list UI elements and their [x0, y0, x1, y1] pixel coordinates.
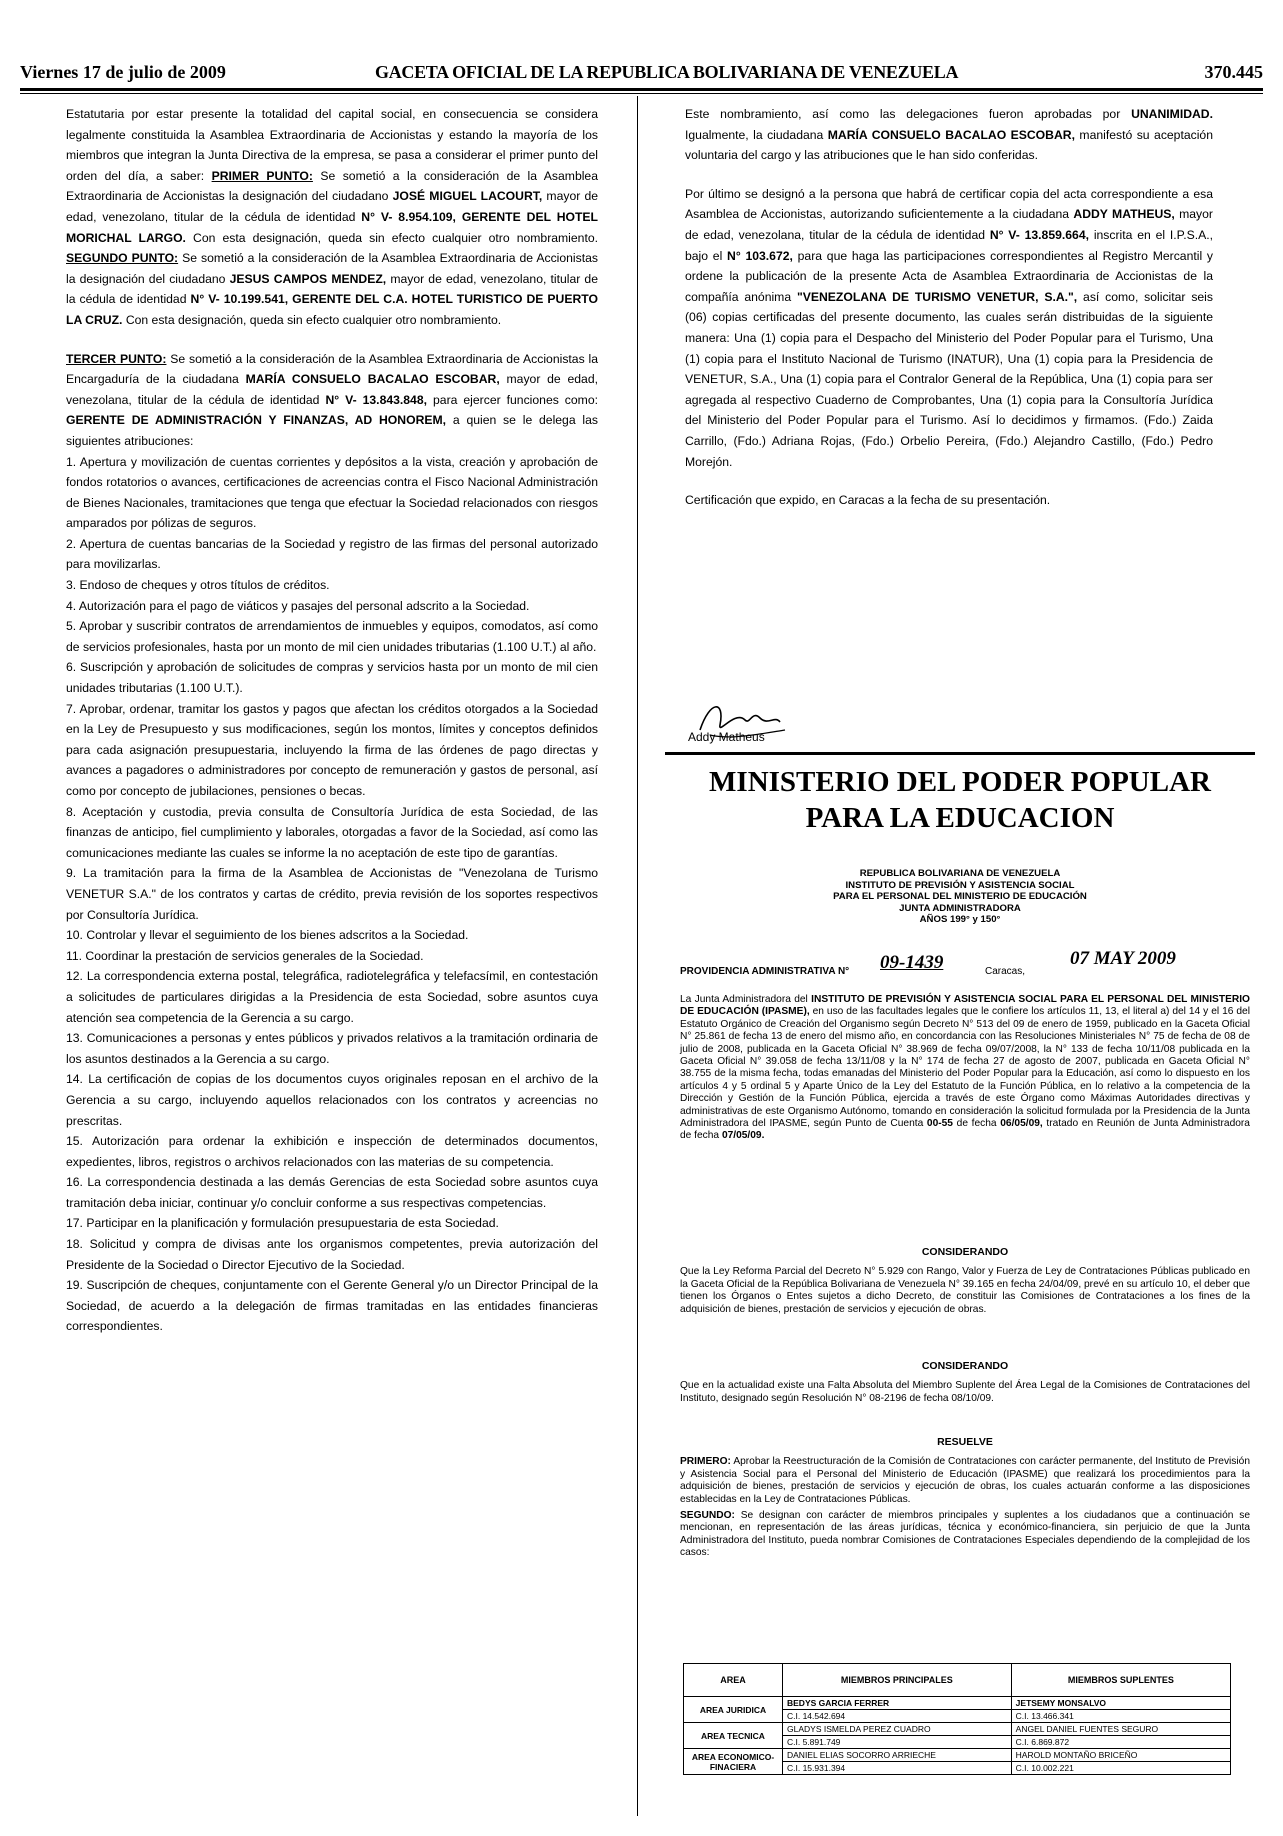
considerando-heading: CONSIDERANDO: [921, 1360, 1009, 1372]
list-item: 12. La correspondencia externa postal, telegráfica, radiotelegráfica y telefacsímil, en contestación a solicitudes de particulares dirigidas a la Presidencia de esta Sociedad, sobre asuntos cuya atención sea competencia de la Gerencia a su cargo.: [66, 969, 598, 1025]
list-item: 14. La certificación de copias de los documentos cuyos originales reposan en el archivo de la Gerencia a su cargo, incluyendo aquellos relacionados con los contratos y acreencias no prescritas.: [66, 1072, 598, 1128]
resuelve-section: RESUELVE PRIMERO: Aprobar la Reestructuración de la Comisión de Contrataciones con carácter permanente, del Instituto de Previsión y Asistencia Social para el Personal del Ministerio de Educación (IPASME) que realizará los procedimientos para la adquisición de bienes, prestación de servicios y ejecución de obras, los cuales actuarán conforme a las disposiciones establecidas en la Ley de Contrataciones Públicas. SEGUNDO: Se designan con carácter de miembros principales y suplentes a los ciudadanos que a continuación se mencionan, en representación de las áreas jurídicas, técnica y económico-financiera, sin perjuicio de que la Junta Administradora del Instituto, pueda nombrar Comisiones de Contrataciones Especiales dependiendo de la complejidad de los casos:: [680, 1436, 1250, 1559]
intro-paragraph: Estatutaria por estar presente la totalidad del capital social, en consecuencia se considera legalmente constituida la Asamblea Extraordinaria de Accionistas y estando la mayoría de los miembros que integran la Junta Directiva de la empresa, se pasa a considerar el primer punto del orden del día, a saber: PRIMER PUNTO: Se sometió a la consideración de la Asamblea Extraordinaria de Accionistas la designación del ciudadano JOSÉ MIGUEL LACOURT, mayor de edad, venezolano, titular de la cédula de identidad N° V- 8.954.109, GERENTE DEL HOTEL MORICHAL LARGO. Con esta designación, queda sin efecto cualquier otro nombramiento. SEGUNDO PUNTO: Se sometió a la consideración de la Asamblea Extraordinaria de Accionistas la designación del ciudadano JESUS CAMPOS MENDEZ, mayor de edad, venezolano, titular de la cédula de identidad N° V- 10.199.541, GERENTE DEL C.A. HOTEL TURISTICO DE PUERTO LA CRUZ. Con esta designación, queda sin efecto cualquier otro nombramiento.: [66, 107, 599, 327]
certification-statement: Certificación que expido, en Caracas a la fecha de su presentación.: [685, 493, 1051, 508]
list-item: 18. Solicitud y compra de divisas ante los organismos competentes, previa autorización del Presidente de la Sociedad o Director Ejecutivo de la Sociedad.: [66, 1237, 598, 1272]
primer-punto-label: PRIMER PUNTO:: [211, 168, 313, 183]
page-number: 370.445: [1204, 62, 1263, 82]
right-column-acta: [685, 104, 1213, 511]
list-item: 3. Endoso de cheques y otros títulos de créditos.: [66, 578, 330, 593]
segundo-label: SEGUNDO:: [680, 1510, 735, 1522]
providencia-date: 07 MAY 2009: [1070, 948, 1176, 969]
considerando-heading: CONSIDERANDO: [921, 1246, 1009, 1258]
table-row: C.I. 14.542.694 C.I. 13.466.341: [684, 1710, 1231, 1723]
list-item: 6. Suscripción y aprobación de solicitudes de compras y servicios hasta por un monto de mil cien unidades tributarias (1.100 U.T.).: [66, 660, 598, 696]
table-row: C.I. 15.931.394 C.I. 10.002.221: [684, 1762, 1231, 1775]
providencia-number: 09-1439: [880, 952, 944, 973]
section-rule: [665, 752, 1255, 755]
list-item: 5. Aprobar y suscribir contratos de arrendamientos de inmuebles y equipos, comodatos, así como de servicios profesionales, hasta por un monto de mil cien unidades tributarias (1.100 U.T.) al año.: [66, 619, 598, 654]
primero-label: PRIMERO:: [680, 1456, 731, 1468]
list-item: 2. Apertura de cuentas bancarias de la Sociedad y registro de las firmas del personal autorizado para movilizarlas.: [66, 536, 598, 572]
resolution-preamble: La Junta Administradora del INSTITUTO DE PREVISIÓN Y ASISTENCIA SOCIAL PARA EL PERSONAL DEL MINISTERIO DE EDUCACIÓN (IPASME), en uso de las facultades legales que le confiere los artículos 11, 13, el literal a) del 14 y el 16 del Estatuto Orgánico de Creación del Organismo según Decreto N° 513 del 09 de enero de 1959, publicado en la Gaceta Oficial N° 25.861 de fecha 13 de enero del mismo año, en concordancia con las Resoluciones Ministeriales N° 75 de fecha de 08 de julio de 2008, publicada en la Gaceta Oficial N° 38.969 de fecha 09/07/2008, la N° 133 de fecha 10/11/08 publicada en la Gaceta Oficial N° 39.058 de fecha 13/11/08 y la N° 174 de fecha 27 de agosto de 2007, publicada en Gaceta Oficial N° 38.755 de la misma fecha, todas emanadas del Ministerio del Poder Popular para la Educación, así como lo dispuesto en los artículos 4 y 5 ordinal 5 y Aparte Único de la Ley del Estatuto de la Función Pública, en lo relativo a la competencia de la Dirección y Gestión de la Función Pública, ejercida a través de este Órgano como Máximas Autoridades directivas y administrativas de este Organismo Autónomo, tomando en consideración la solicitud formulada por la Presidencia de la Junta Administradora del IPASME, según Punto de Cuenta 00-55 de fecha 06/05/09, tratado en Reunión de Junta Administradora de fecha 07/05/09.: [680, 994, 1250, 1142]
tercer-punto-paragraph: TERCER PUNTO: Se sometió a la consideración de la Asamblea Extraordinaria de Accionistas la Encargaduría de la ciudadana MARÍA CONSUELO BACALAO ESCOBAR, mayor de edad, venezolana, titular de la cédula de identidad N° V- 13.843.848, para ejercer funciones como: GERENTE DE ADMINISTRACIÓN Y FINANZAS, AD HONOREM, a quien se le delega las siguientes atribuciones:: [66, 351, 598, 448]
header-rule: [20, 88, 1263, 94]
resuelve-heading: RESUELVE: [937, 1436, 993, 1448]
issue-date: Viernes 17 de julio de 2009: [20, 62, 226, 82]
list-item: 1. Apertura y movilización de cuentas corrientes y depósitos a la vista, creación y aprobación de fondos rotatorios o avances, certificaciones de acreencias contra el Fisco Nacional Administración de Bienes Nacionales, tramitaciones que tenga que efectuar la Sociedad relacionados con riesgos amparados por pólizas de seguros.: [66, 454, 598, 531]
ministry-title: MINISTERIO DEL PODER POPULAR PARA LA EDUCACION: [709, 766, 1211, 834]
list-item: 11. Coordinar la prestación de servicios generales de la Sociedad.: [66, 948, 424, 963]
left-column: [66, 104, 598, 1337]
certification-paragraph: Por último se designó a la persona que habrá de certificar copia del acta correspondiente a esa Asamblea de Accionistas, autorizando suficientemente a la ciudadana ADDY MATHEUS, mayor de edad, venezolana, titular de la cédula de identidad N° V- 13.859.664, inscrita en el I.P.S.A., bajo el N° 103.672, para que haga las participaciones correspondientes al Registro Mercantil y ordene la publicación de la presente Acta de Asamblea Extraordinaria de Accionistas de la compañía anónima "VENEZOLANA DE TURISMO VENETUR, S.A.", así como, solicitar seis (06) copias certificadas del presente documento, las cuales serán distribuidas de la siguiente manera: Una (1) copia para el Despacho del Ministerio del Poder Popular para el Turismo, Una (1) copia para el Instituto Nacional de Turismo (INATUR), Una (1) copia para la Presidencia de VENETUR, S.A., Una (1) copia para el Contralor General de la República, Una (1) copia para ser agregada al respectivo Cuaderno de Comprobantes, Una (1) copia para la Consultoría Jurídica del Ministerio del Poder Popular para el Turismo. Así lo decidimos y firmamos. (Fdo.) Zaida Carrillo, (Fdo.) Adriana Rojas, (Fdo.) Orbelio Pereira, (Fdo.) Alejandro Castillo, (Fdo.) Pedro Morejón.: [685, 186, 1214, 469]
providencia-label: PROVIDENCIA ADMINISTRATIVA N°: [680, 966, 850, 977]
table-row: AREA TECNICA GLADYS ISMELDA PEREZ CUADRO ANGEL DANIEL FUENTES SEGURO: [684, 1723, 1231, 1736]
signer-name: Addy Matheus: [688, 730, 765, 744]
members-table: [683, 1663, 1231, 1775]
list-item: 10. Controlar y llevar el seguimiento de los bienes adscritos a la Sociedad.: [66, 928, 469, 943]
list-item: 19. Suscripción de cheques, conjuntamente con el Gerente General y/o un Director Principal de la Sociedad, de acuerdo a la delegación de firmas tramitadas en las entidades financieras correspondientes.: [66, 1278, 598, 1334]
table-row: C.I. 5.891.749 C.I. 6.869.872: [684, 1736, 1231, 1749]
list-item: 13. Comunicaciones a personas y entes públicos y privados relativos a la tramitación ordinaria de los asuntos destinados a la Gerencia a su cargo.: [66, 1031, 598, 1066]
list-item: 9. La tramitación para la firma de la Asamblea de Accionistas de "Venezolana de Turismo VENETUR S.A." de los contratos y cartas de crédito, previa revisión de los soportes respectivos por Consultoría Jurídica.: [66, 866, 598, 922]
list-item: 7. Aprobar, ordenar, tramitar los gastos y pagos que afectan los créditos otorgados a la Sociedad en la Ley de Presupuesto y sus modificaciones, según los montos, límites y conceptos definidos para cada asignación presupuestaria, incluyendo la firma de las órdenes de pago directas y avances a pagadores o administradores por concepto de remuneración y gastos de personal, así como por concepto de jubilaciones, pensiones o becas.: [66, 701, 598, 798]
institute-heading: REPUBLICA BOLIVARIANA DE VENEZUELA INSTITUTO DE PREVISIÓN Y ASISTENCIA SOCIAL PARA EL PERSONAL DEL MINISTERIO DE EDUCACIÓN JUNTA ADMINISTRADORA AÑOS 199° y 150°: [833, 868, 1087, 925]
table-header-row: AREA MIEMBROS PRINCIPALES MIEMBROS SUPLENTES: [684, 1664, 1231, 1697]
list-item: 4. Autorización para el pago de viáticos y pasajes del personal adscrito a la Sociedad.: [66, 598, 530, 613]
tercer-punto-label: TERCER PUNTO:: [66, 351, 167, 366]
table-row: AREA JURIDICA BEDYS GARCIA FERRER JETSEMY MONSALVO: [684, 1697, 1231, 1710]
providencia-line: [680, 948, 1250, 982]
approval-paragraph: Este nombramiento, así como las delegaciones fueron aprobadas por UNANIMIDAD. Igualmente, la ciudadana MARÍA CONSUELO BACALAO ESCOBAR, manifestó su aceptación voluntaria del cargo y las atribuciones que le han sido conferidas.: [685, 107, 1213, 163]
list-item: 17. Participar en la planificación y formulación presupuestaria de esta Sociedad.: [66, 1216, 499, 1231]
list-item: 16. La correspondencia destinada a las demás Gerencias de esta Sociedad sobre asuntos cuya tramitación deba iniciar, continuar y/o concluir conforme a sus respectivas competencias.: [66, 1175, 598, 1210]
segundo-punto-label: SEGUNDO PUNTO:: [66, 251, 179, 266]
considerando-2: CONSIDERANDO Que en la actualidad existe una Falta Absoluta del Miembro Suplente del Área Legal de la Comisiones de Contrataciones del Instituto, designado según Resolución N° 08-2196 de fecha 08/10/09.: [680, 1360, 1250, 1404]
table-row: AREA ECONOMICO-FINACIERA DANIEL ELIAS SOCORRO ARRIECHE HAROLD MONTAÑO BRICEÑO: [684, 1749, 1231, 1762]
column-divider: [637, 96, 638, 1816]
list-item: 8. Aceptación y custodia, previa consulta de Consultoría Jurídica de esta Sociedad, de las finanzas de anticipo, fiel cumplimiento y laborales, otorgadas a favor de la Sociedad, así como las comunicaciones mediante las cuales se informe la no aceptación de este tipo de garantías.: [66, 804, 598, 860]
caracas-label: Caracas,: [985, 966, 1026, 977]
gazette-title: GACETA OFICIAL DE LA REPUBLICA BOLIVARIANA DE VENEZUELA: [375, 62, 959, 82]
list-item: 15. Autorización para ordenar la exhibición e inspección de determinados documentos, expedientes, libros, registros o archivos relacionados con las materias de su competencia.: [66, 1134, 598, 1169]
considerando-1: CONSIDERANDO Que la Ley Reforma Parcial del Decreto N° 5.929 con Rango, Valor y Fuerza de Ley de Contrataciones Públicas publicado en la Gaceta Oficial de la República Bolivariana de Venezuela N° 39.165 en fecha 24/04/09, prevé en su artículo 10, el deber que tienen los Órganos o Entes sujetos a dicho Decreto, de constituir las Comisiones de Contrataciones a los fines de la adquisición de bienes, prestación de servicios y ejecución de obras.: [680, 1246, 1250, 1315]
